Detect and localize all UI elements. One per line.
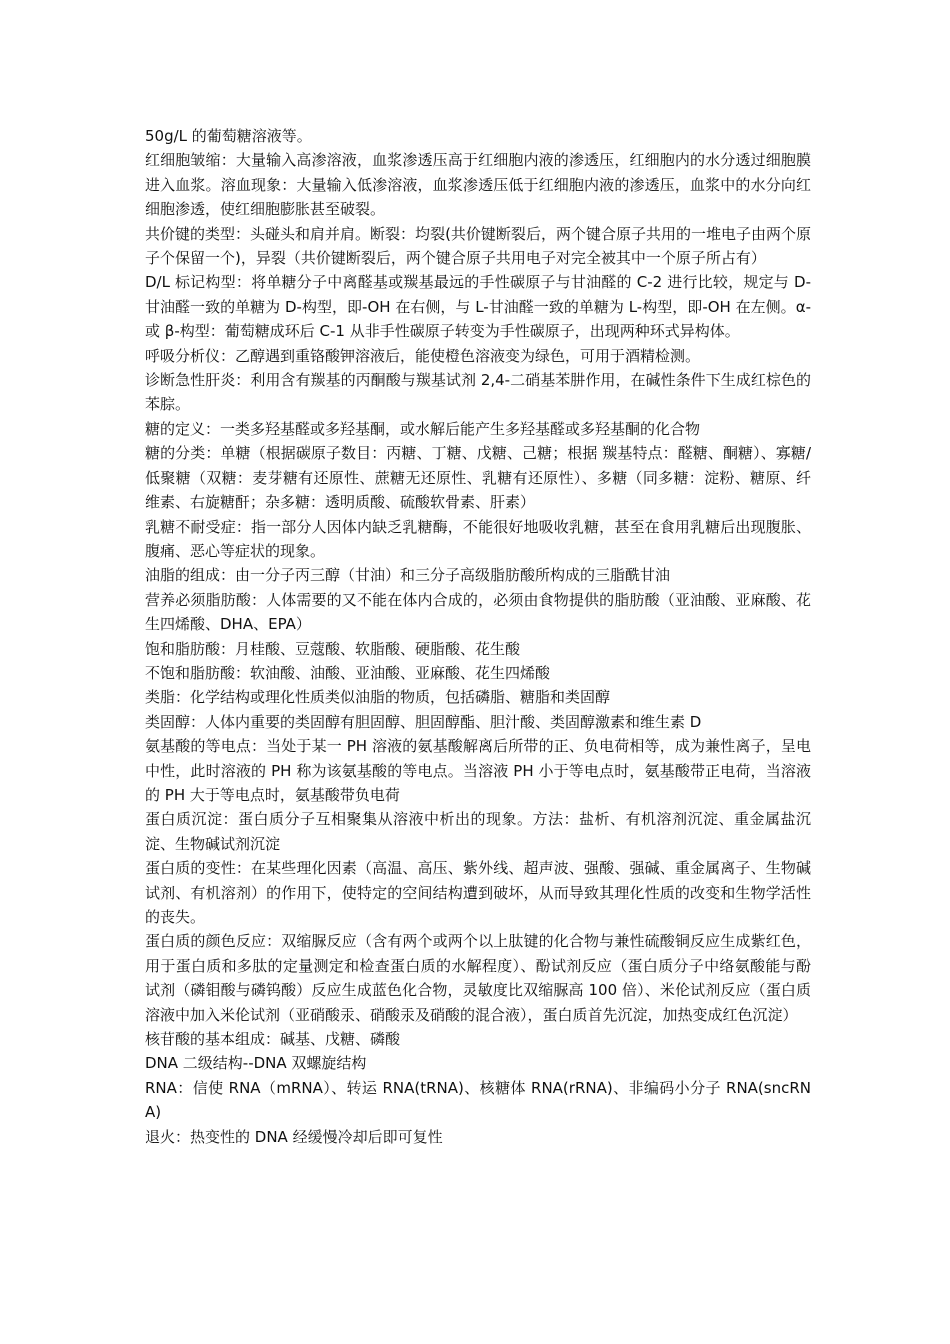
- paragraph-red-cell-crenation: 红细胞皱缩：大量输入高渗溶液，血浆渗透压高于红细胞内液的渗透压，红细胞内的水分透过细胞膜进入血浆。溶血现象：大量输入低渗溶液，血浆渗透压低于红细胞内液的渗透压，血浆中的水分向红细胞渗透，使红细胞膨胀甚至破裂。: [145, 151, 811, 219]
- paragraph-rna-types: RNA：信使 RNA（mRNA）、转运 RNA(tRNA)、核糖体 RNA(rRNA)、非编码小分子 RNA(sncRNA): [145, 1078, 811, 1122]
- document-body: [145, 124, 811, 1149]
- paragraph-lactose-intolerance: 乳糖不耐受症：指一部分人因体内缺乏乳糖酶，不能很好地吸收乳糖，甚至在食用乳糖后出现腹胀、腹痛、恶心等症状的现象。: [145, 517, 811, 560]
- paragraph-glucose-solution: 50g/L 的葡萄糖溶液等。: [145, 127, 312, 145]
- paragraph-nucleotide-composition: 核苷酸的基本组成：碱基、戊糖、磷酸: [145, 1030, 401, 1049]
- paragraph-steroids: 类固醇：人体内重要的类固醇有胆固醇、胆固醇酯、胆汁酸、类固醇激素和维生素 D: [145, 712, 702, 731]
- paragraph-saturated-fatty-acids: 饱和脂肪酸：月桂酸、豆蔻酸、软脂酸、硬脂酸、花生酸: [145, 639, 521, 658]
- paragraph-essential-fatty-acids: 营养必须脂肪酸：人体需要的又不能在体内合成的，必须由食物提供的脂肪酸（亚油酸、亚麻酸、花生四烯酸、DHA、EPA）: [145, 590, 811, 634]
- paragraph-covalent-bond: 共价键的类型：头碰头和肩并肩。断裂：均裂(共价键断裂后，两个键合原子共用的一堆电子由两个原子个保留一个)，异裂（共价键断裂后，两个键合原子共用电子对完全被其中一个原子所占有）: [145, 224, 811, 268]
- paragraph-sugar-classification: 糖的分类：单糖（根据碳原子数目：丙糖、丁糖、戊糖、己糖；根据 羰基特点：醛糖、酮糖）、寡糖/低聚糖（双糖：麦芽糖有还原性、蔗糖无还原性、乳糖有还原性）、多糖（同多糖：淀粉、糖原、纤维素、右旋糖酐；杂多糖：透明质酸、硫酸软骨素、肝素）: [145, 444, 811, 512]
- paragraph-annealing: 退火：热变性的 DNA 经缓慢冷却后即可复性: [145, 1127, 443, 1146]
- paragraph-lipoids: 类脂：化学结构或理化性质类似油脂的物质，包括磷脂、糖脂和类固醇: [145, 688, 611, 707]
- paragraph-protein-color-reactions: 蛋白质的颜色反应：双缩脲反应（含有两个或两个以上肽键的化合物与兼性硫酸铜反应生成紫红色，用于蛋白质和多肽的定量测定和检查蛋白质的水解程度）、酚试剂反应（蛋白质分子中络氨酸能与酚试剂（磷钼酸与磷钨酸）反应生成蓝色化合物，灵敏度比双缩脲高 100 倍）、米伦试剂反应（蛋白质溶液中加入米伦试剂（亚硝酸汞、硝酸汞及硝酸的混合液），蛋白质首先沉淀，加热变成红色沉淀）: [145, 932, 811, 1024]
- paragraph-isoelectric-point: 氨基酸的等电点：当处于某一 PH 溶液的氨基酸解离后所带的正、负电荷相等，成为兼性离子，呈电中性，此时溶液的 PH 称为该氨基酸的等电点。当溶液 PH 小于等电点时，氨基酸带正电荷，当溶液的 PH 大于等电点时，氨基酸带负电荷: [145, 737, 811, 804]
- paragraph-sugar-definition: 糖的定义：一类多羟基醛或多羟基酮，或水解后能产生多羟基醛或多羟基酮的化合物: [145, 419, 701, 438]
- paragraph-dna-secondary-structure: DNA 二级结构--DNA 双螺旋结构: [145, 1054, 367, 1073]
- paragraph-hepatitis-diagnosis: 诊断急性肝炎：利用含有羰基的丙酮酸与羰基试剂 2,4-二硝基苯肼作用，在碱性条件下生成红棕色的苯腙。: [145, 371, 811, 414]
- paragraph-protein-precipitation: 蛋白质沉淀：蛋白质分子互相聚集从溶液中析出的现象。方法：盐析、有机溶剂沉淀、重金属盐沉淀、生物碱试剂沉淀: [145, 810, 811, 853]
- paragraph-fat-composition: 油脂的组成：由一分子丙三醇（甘油）和三分子高级脂肪酸所构成的三脂酰甘油: [145, 566, 671, 585]
- paragraph-dl-configuration: D/L 标记构型：将单糖分子中离醛基或羰基最远的手性碳原子与甘油醛的 C-2 进行比较，规定与 D-甘油醛一致的单糖为 D-构型，即-OH 在右侧，与 L-甘油醛一致的单糖为 L-构型，即-OH 在左侧。α-或 β-构型：葡萄糖成环后 C-1 从非手性碳原子转变为手性碳原子，出现两种环式异构体。: [145, 273, 811, 341]
- paragraph-protein-denaturation: 蛋白质的变性：在某些理化因素（高温、高压、紫外线、超声波、强酸、强碱、重金属离子、生物碱试剂、有机溶剂）的作用下，使特定的空间结构遭到破坏，从而导致其理化性质的改变和生物学活性的丧失。: [145, 859, 811, 926]
- paragraph-unsaturated-fatty-acids: 不饱和脂肪酸：软油酸、油酸、亚油酸、亚麻酸、花生四烯酸: [145, 663, 551, 682]
- paragraph-breath-analyzer: 呼吸分析仪：乙醇遇到重铬酸钾溶液后，能使橙色溶液变为绿色，可用于酒精检测。: [145, 346, 701, 365]
